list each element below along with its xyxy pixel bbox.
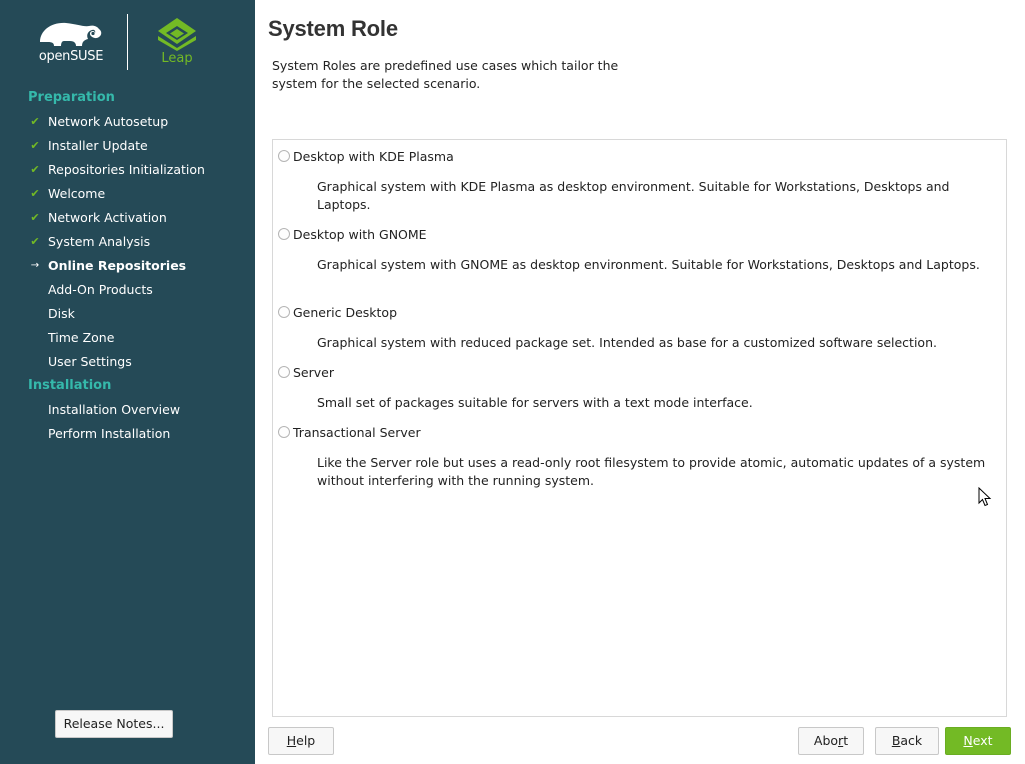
role-description: Graphical system with reduced package set. Intended as base for a customized software selection. — [317, 335, 937, 350]
section-title-preparation: Preparation — [28, 90, 115, 105]
leap-icon — [155, 17, 199, 51]
step-time-zone — [0, 328, 255, 352]
step-add-on-products — [0, 280, 255, 304]
button-label-rest: ext — [972, 733, 993, 748]
logo-area — [0, 0, 255, 80]
step-installation-overview — [0, 400, 255, 424]
step-label: Repositories Initialization — [48, 162, 205, 177]
step-system-analysis — [0, 232, 255, 256]
role-radio-button[interactable] — [278, 150, 290, 162]
step-disk — [0, 304, 255, 328]
step-label: Disk — [48, 306, 75, 321]
checkmark-icon: ✔ — [30, 163, 40, 176]
brand-logo-text: openSUSE — [38, 49, 104, 64]
step-label: Time Zone — [48, 330, 115, 345]
arrow-right-icon: → — [30, 260, 40, 271]
button-label-start: Abo — [813, 733, 839, 748]
install-steps — [0, 88, 255, 448]
role-description: Graphical system with KDE Plasma as desktop environment. Suitable for Workstations, Desktops and Laptops. — [317, 179, 950, 212]
checkmark-icon: ✔ — [30, 115, 40, 128]
step-label: System Analysis — [48, 234, 151, 249]
step-marker — [28, 424, 42, 444]
section-title-installation: Installation — [28, 378, 112, 393]
step-label: Welcome — [48, 186, 106, 201]
step-label: Network Autosetup — [48, 114, 169, 129]
checkmark-icon: ✔ — [30, 139, 40, 152]
opensuse-logo — [36, 18, 106, 64]
step-label: Add-On Products — [48, 282, 153, 297]
mnemonic-letter: B — [891, 733, 901, 748]
step-label: Online Repositories — [48, 258, 187, 273]
step-user-settings — [0, 352, 255, 376]
abort-button[interactable] — [798, 727, 864, 755]
step-label: Installation Overview — [48, 402, 181, 417]
step-marker — [28, 328, 42, 348]
step-label: Network Activation — [48, 210, 167, 225]
step-marker — [28, 400, 42, 420]
product-logo-text: Leap — [161, 51, 193, 66]
chameleon-icon — [36, 18, 106, 50]
role-radio-button[interactable] — [278, 228, 290, 240]
leap-logo — [155, 17, 199, 67]
role-name[interactable]: Desktop with GNOME — [293, 227, 427, 242]
mnemonic-letter: r — [838, 733, 844, 748]
release-notes-button[interactable]: Release Notes... — [55, 710, 173, 738]
logo-divider — [127, 14, 128, 70]
checkmark-icon: ✔ — [30, 187, 40, 200]
step-label: User Settings — [48, 354, 132, 369]
step-online-repositories — [0, 256, 255, 280]
mouse-pointer-icon — [978, 487, 992, 507]
role-name[interactable]: Transactional Server — [293, 425, 421, 440]
checkmark-icon: ✔ — [30, 235, 40, 248]
system-role-list — [272, 139, 1007, 717]
main-panel — [255, 0, 1025, 764]
role-name[interactable]: Generic Desktop — [293, 305, 397, 320]
step-label: Perform Installation — [48, 426, 171, 441]
checkmark-icon: ✔ — [30, 211, 40, 224]
button-label-rest: t — [843, 733, 849, 748]
page-title: System Role — [268, 16, 398, 41]
role-description: Like the Server role but uses a read-only root filesystem to provide atomic, automatic updates of a system without interfering with the running system. — [317, 455, 986, 488]
step-installer-update — [0, 136, 255, 160]
mnemonic-letter: H — [286, 733, 297, 748]
role-radio-button[interactable] — [278, 366, 290, 378]
step-marker — [28, 304, 42, 324]
role-radio-button[interactable] — [278, 426, 290, 438]
next-button[interactable] — [945, 727, 1011, 755]
role-description: Small set of packages suitable for servers with a text mode interface. — [317, 395, 753, 410]
role-radio-button[interactable] — [278, 306, 290, 318]
button-label-rest: elp — [296, 733, 316, 748]
step-welcome — [0, 184, 255, 208]
role-name[interactable]: Server — [293, 365, 334, 380]
step-network-activation — [0, 208, 255, 232]
installer-sidebar — [0, 0, 255, 764]
role-name[interactable]: Desktop with KDE Plasma — [293, 149, 454, 164]
mnemonic-letter: N — [963, 733, 973, 748]
step-network-autosetup — [0, 112, 255, 136]
step-marker — [28, 352, 42, 372]
back-button[interactable] — [875, 727, 939, 755]
help-button[interactable] — [268, 727, 334, 755]
step-marker — [28, 280, 42, 300]
step-repositories-initialization — [0, 160, 255, 184]
step-perform-installation — [0, 424, 255, 448]
button-label-rest: ack — [900, 733, 923, 748]
step-label: Installer Update — [48, 138, 148, 153]
role-description: Graphical system with GNOME as desktop environment. Suitable for Workstations, Desktops and Laptops. — [317, 257, 980, 272]
page-description: System Roles are predefined use cases which tailor the system for the selected scenario. — [272, 58, 619, 91]
